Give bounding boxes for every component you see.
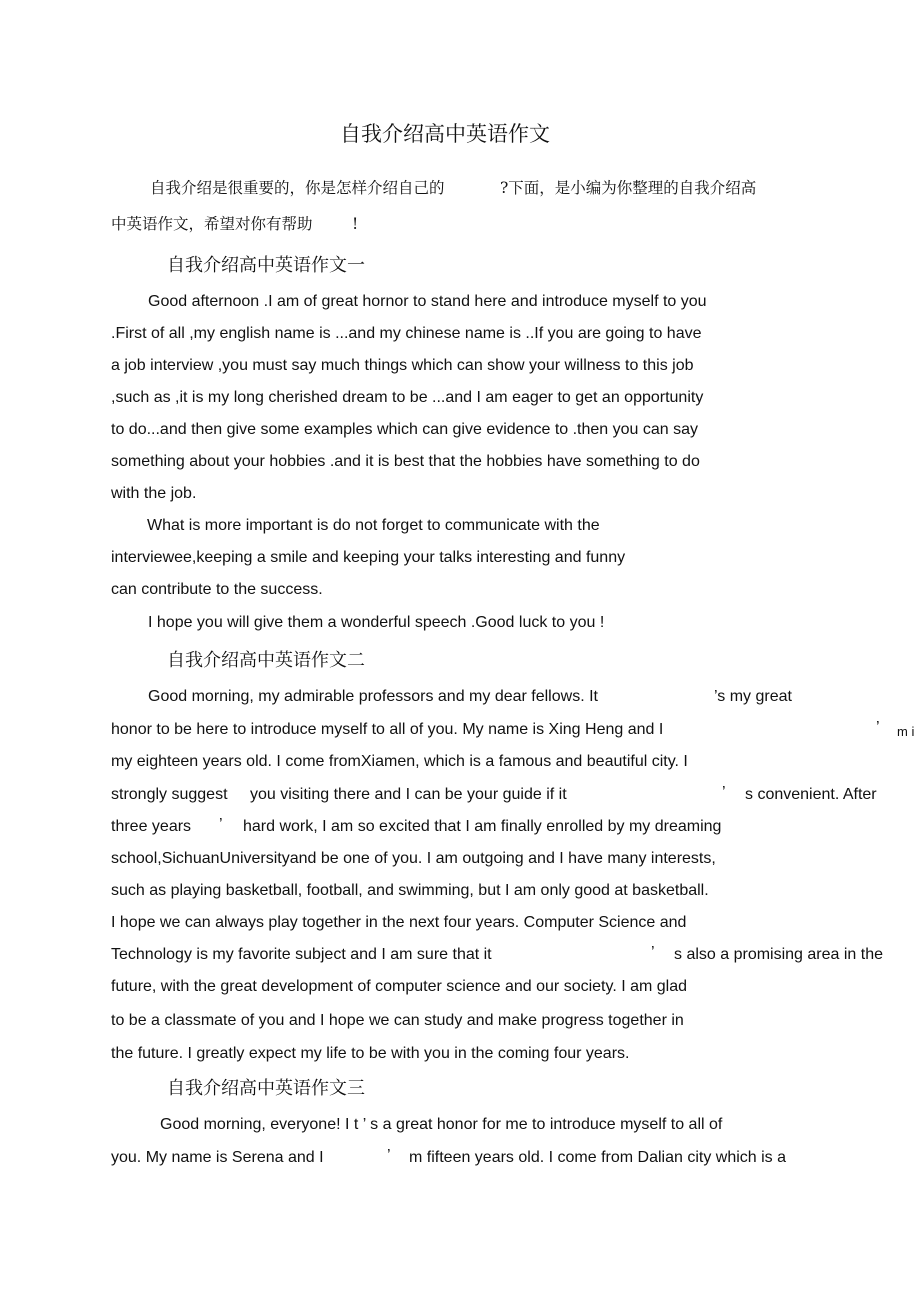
essay-2-line-4 xyxy=(111,785,886,805)
essay-2-line-9-part-c: s also a promising area in the xyxy=(674,946,883,963)
essay-1-line: What is more important is do not forget to communicate with the xyxy=(147,517,600,534)
intro-line-2-part-b: ! xyxy=(352,215,359,233)
essay-2-line: I hope we can always play together in the next four years. Computer Science and xyxy=(111,914,687,931)
essay-1-heading: 自我介绍高中英语作文一 xyxy=(167,255,365,276)
essay-2-line-1-part-b: ’s my great xyxy=(714,688,792,705)
essay-1-line: a job interview ,you must say much things which can show your willness to this job xyxy=(111,357,694,374)
essay-2-line-2-part-a: honor to be here to introduce myself to all of you. My name is Xing Heng and I xyxy=(111,721,664,738)
essay-2-line-5 xyxy=(111,816,722,837)
essay-2-line-1 xyxy=(148,687,792,707)
essay-2-line-9-part-a: Technology is my favorite subject and I am sure that it xyxy=(111,946,492,963)
essay-2-line-5-part-b: ’ xyxy=(219,816,223,833)
essay-2-line: my eighteen years old. I come fromXiamen, which is a famous and beautiful city. I xyxy=(111,753,688,770)
document-title: 自我介绍高中英语作文 xyxy=(340,122,550,146)
essay-1-line: ,such as ,it is my long cherished dream to be ...and I am eager to get an opportunity xyxy=(111,389,704,406)
essay-3-heading: 自我介绍高中英语作文三 xyxy=(167,1078,365,1099)
essay-1-line: interviewee,keeping a smile and keeping your talks interesting and funny xyxy=(111,549,626,566)
essay-2-line-5-part-a: three years xyxy=(111,818,192,835)
essay-1-line: I hope you will give them a wonderful speech .Good luck to you ! xyxy=(148,614,605,631)
essay-1-line: with the job. xyxy=(111,485,197,502)
essay-2-line: such as playing basketball, football, and swimming, but I am only good at basketball. xyxy=(111,882,709,899)
essay-2-line-5-part-c: hard work, I am so excited that I am finally enrolled by my dreaming xyxy=(243,818,722,835)
essay-3-line: Good morning, everyone! I t ’ s a great honor for me to introduce myself to all of xyxy=(160,1116,723,1133)
essay-3-line-2-part-a: you. My name is Serena and I xyxy=(111,1149,324,1166)
essay-2-line-2-part-b: ’ xyxy=(876,719,880,736)
essay-2-line-4-part-c: ’ xyxy=(722,784,726,801)
essay-2-line-4-part-a: strongly suggest xyxy=(111,786,228,803)
essay-3-line-2-part-b: ’ xyxy=(387,1147,391,1164)
essay-1-line: something about your hobbies .and it is best that the hobbies have something to do xyxy=(111,453,700,470)
intro-line-1-part-b: ?下面，是小编为你整理的自我介绍高 xyxy=(500,179,757,197)
essay-2-line-4-part-b: you visiting there and I can be your guide if it xyxy=(250,786,567,803)
essay-1-line: .First of all ,my english name is ...and my chinese name is ..If you are going to have xyxy=(111,325,702,342)
essay-2-line-9 xyxy=(111,945,896,965)
intro-line-1 xyxy=(150,178,757,198)
essay-2-line: to be a classmate of you and I hope we can study and make progress together in xyxy=(111,1012,684,1029)
intro-line-1-part-a: 自我介绍是很重要的，你是怎样介绍自己的 xyxy=(150,179,445,197)
intro-line-2 xyxy=(111,214,359,234)
essay-2-line-4-part-d: s convenient. After xyxy=(745,786,877,803)
essay-2-line: future, with the great development of computer science and our society. I am glad xyxy=(111,978,688,995)
essay-2-line-2 xyxy=(111,720,920,740)
essay-1-line: can contribute to the success. xyxy=(111,581,323,598)
essay-1-line: Good afternoon .I am of great hornor to stand here and introduce myself to you xyxy=(148,293,707,310)
essay-2-line-9-part-b: ’ xyxy=(651,944,655,961)
essay-3-line-2-part-c: m fifteen years old. I come from Dalian city which is a xyxy=(409,1149,787,1166)
essay-2-line-1-part-a: Good morning, my admirable professors and my dear fellows. It xyxy=(148,688,598,705)
essay-2-heading: 自我介绍高中英语作文二 xyxy=(167,650,365,671)
essay-3-line-2 xyxy=(111,1148,811,1168)
essay-2-line-2-part-c: m i xyxy=(897,724,915,739)
essay-2-line: the future. I greatly expect my life to be with you in the coming four years. xyxy=(111,1045,630,1062)
intro-line-2-part-a: 中英语作文，希望对你有帮助 xyxy=(111,215,313,233)
essay-1-line: to do...and then give some examples which can give evidence to .then you can say xyxy=(111,421,699,438)
essay-2-line: school,SichuanUniversityand be one of you. I am outgoing and I have many interests, xyxy=(111,850,716,867)
